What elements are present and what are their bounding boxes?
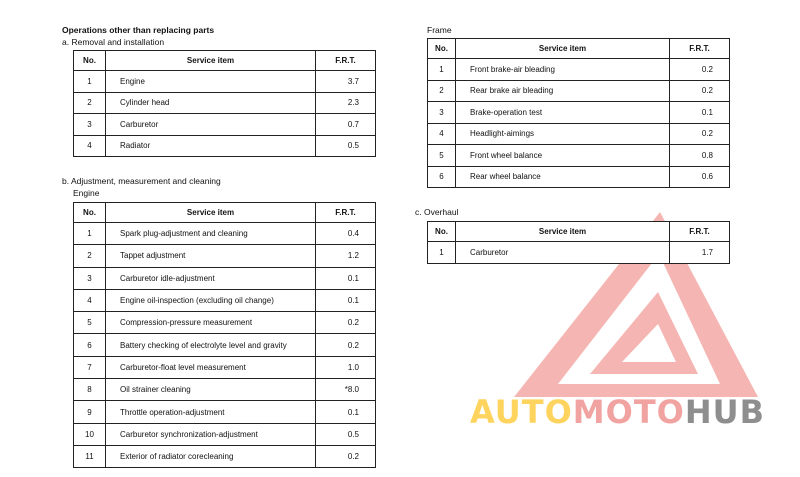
engine-subheading: Engine: [73, 188, 100, 198]
column-header-frt: F.R.T.: [316, 51, 376, 71]
row-number: 10: [74, 423, 106, 445]
row-number: 6: [74, 334, 106, 356]
service-item: Battery checking of electrolyte level and gravity: [106, 334, 316, 356]
row-number: 6: [428, 166, 456, 188]
column-header-item: Service item: [456, 39, 670, 59]
removal-table-body: [74, 71, 376, 157]
section-c-heading: c. Overhaul: [415, 207, 459, 217]
table-row: [428, 145, 730, 167]
service-item: Front wheel balance: [456, 145, 670, 167]
table-row: [428, 59, 730, 81]
frt-value: 0.2: [670, 80, 730, 102]
table-row: [74, 379, 376, 401]
row-number: 4: [74, 289, 106, 311]
column-header-no: No.: [74, 203, 106, 223]
service-item: Front brake-air bleading: [456, 59, 670, 81]
table-header-row: [74, 203, 376, 223]
service-item: Rear wheel balance: [456, 166, 670, 188]
watermark-brand: [470, 393, 765, 431]
table-row: [74, 445, 376, 467]
table-row: [74, 312, 376, 334]
frt-value: 1.2: [316, 245, 376, 267]
row-number: 3: [428, 102, 456, 124]
column-header-no: No.: [428, 39, 456, 59]
column-header-item: Service item: [106, 51, 316, 71]
service-item: Throttle operation-adjustment: [106, 401, 316, 423]
section-a-heading: a. Removal and installation: [62, 37, 165, 47]
brand-part-auto: AUTO: [470, 393, 573, 431]
frt-value: 1.0: [316, 356, 376, 378]
service-item: Tappet adjustment: [106, 245, 316, 267]
service-item: Engine oil-inspection (excluding oil change): [106, 289, 316, 311]
row-number: 2: [428, 80, 456, 102]
row-number: 7: [74, 356, 106, 378]
service-item: Carburetor-float level measurement: [106, 356, 316, 378]
frt-value: 0.8: [670, 145, 730, 167]
table-row: [428, 102, 730, 124]
overhaul-table-body: [428, 242, 730, 264]
table-row: [74, 401, 376, 423]
row-number: 3: [74, 267, 106, 289]
table-row: [428, 123, 730, 145]
engine-table-body: [74, 223, 376, 468]
table-header-row: [428, 39, 730, 59]
table-row: [74, 267, 376, 289]
brand-part-hub: HUB: [684, 393, 766, 431]
frame-table-body: [428, 59, 730, 188]
service-item: Exterior of radiator corecleaning: [106, 445, 316, 467]
frt-value: 3.7: [316, 71, 376, 93]
service-item: Headlight-aimings: [456, 123, 670, 145]
service-item: Compression-pressure measurement: [106, 312, 316, 334]
table-row: [74, 289, 376, 311]
table-row: [74, 135, 376, 157]
overhaul-table: [427, 221, 730, 264]
table-row: [74, 334, 376, 356]
table-row: [74, 423, 376, 445]
frt-value: 0.1: [670, 102, 730, 124]
service-item: Engine: [106, 71, 316, 93]
row-number: 1: [428, 242, 456, 264]
frt-value: 0.5: [316, 135, 376, 157]
row-number: 11: [74, 445, 106, 467]
frt-value: 0.2: [316, 334, 376, 356]
column-header-no: No.: [74, 51, 106, 71]
row-number: 5: [428, 145, 456, 167]
row-number: 3: [74, 114, 106, 136]
table-row: [74, 71, 376, 93]
service-item: Rear brake air bleading: [456, 80, 670, 102]
service-item: Oil strainer cleaning: [106, 379, 316, 401]
service-item: Carburetor synchronization-adjustment: [106, 423, 316, 445]
table-header-row: [74, 51, 376, 71]
brand-part-moto: MOTO: [572, 393, 685, 431]
service-item: Radiator: [106, 135, 316, 157]
frame-heading: Frame: [427, 25, 452, 35]
frt-value: 0.2: [670, 59, 730, 81]
engine-table: [73, 202, 376, 468]
row-number: 1: [74, 223, 106, 245]
frame-table: [427, 38, 730, 188]
column-header-item: Service item: [456, 222, 670, 242]
frt-value: 0.5: [316, 423, 376, 445]
row-number: 4: [428, 123, 456, 145]
service-item: Carburetor: [106, 114, 316, 136]
table-row: [74, 223, 376, 245]
row-number: 5: [74, 312, 106, 334]
service-item: Carburetor idle-adjustment: [106, 267, 316, 289]
table-row: [74, 114, 376, 136]
frt-value: 0.4: [316, 223, 376, 245]
column-header-item: Service item: [106, 203, 316, 223]
column-header-no: No.: [428, 222, 456, 242]
frt-value: 0.2: [316, 312, 376, 334]
row-number: 8: [74, 379, 106, 401]
removal-table: [73, 50, 376, 157]
service-item: Brake-operation test: [456, 102, 670, 124]
column-header-frt: F.R.T.: [670, 39, 730, 59]
row-number: 1: [428, 59, 456, 81]
main-heading: Operations other than replacing parts: [62, 25, 215, 35]
frt-value: 0.1: [316, 401, 376, 423]
frt-value: 0.1: [316, 289, 376, 311]
table-row: [74, 356, 376, 378]
frt-value: 0.7: [316, 114, 376, 136]
column-header-frt: F.R.T.: [670, 222, 730, 242]
frt-value: 2.3: [316, 92, 376, 114]
frt-value: 0.6: [670, 166, 730, 188]
row-number: 1: [74, 71, 106, 93]
table-row: [74, 245, 376, 267]
row-number: 9: [74, 401, 106, 423]
frt-value: 1.7: [670, 242, 730, 264]
table-row: [428, 166, 730, 188]
row-number: 4: [74, 135, 106, 157]
service-item: Carburetor: [456, 242, 670, 264]
row-number: 2: [74, 245, 106, 267]
frt-value: 0.2: [670, 123, 730, 145]
service-item: Spark plug-adjustment and cleaning: [106, 223, 316, 245]
table-row: [74, 92, 376, 114]
table-header-row: [428, 222, 730, 242]
section-b-heading: b. Adjustment, measurement and cleaning: [62, 176, 221, 186]
frt-value: 0.1: [316, 267, 376, 289]
table-row: [428, 242, 730, 264]
column-header-frt: F.R.T.: [316, 203, 376, 223]
frt-value: *8.0: [316, 379, 376, 401]
service-item: Cylinder head: [106, 92, 316, 114]
frt-value: 0.2: [316, 445, 376, 467]
row-number: 2: [74, 92, 106, 114]
table-row: [428, 80, 730, 102]
